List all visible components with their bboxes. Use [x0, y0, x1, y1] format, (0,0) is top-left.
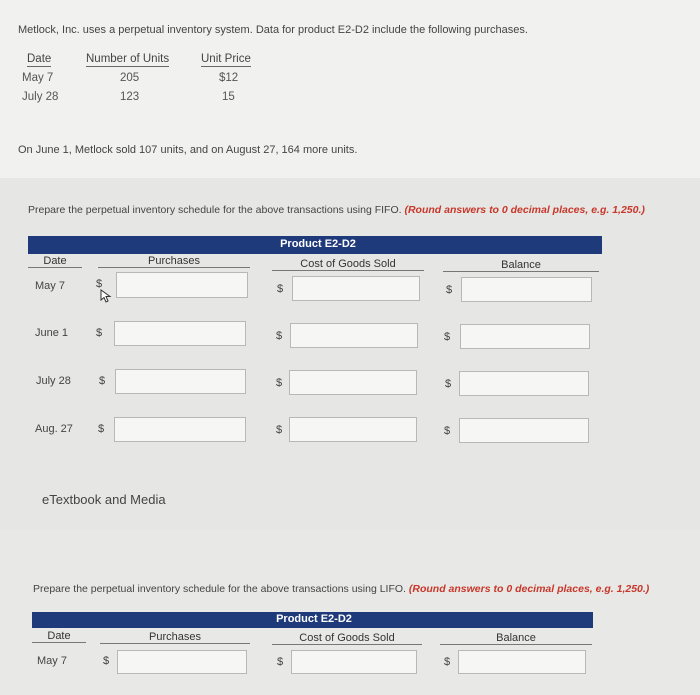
fifo-col-purchases: Purchases: [98, 255, 250, 268]
fifo-may7-purchases-input[interactable]: [116, 272, 248, 298]
lifo-round-note: (Round answers to 0 decimal places, e.g. 1,250.): [408, 583, 650, 595]
lifo-instruction: [33, 583, 649, 595]
lifo-may7-balance-input[interactable]: [458, 650, 586, 674]
fifo-instruction-text: Prepare the perpetual inventory schedule for the above transactions using FIFO.: [28, 204, 405, 216]
purchase-row-price: 15: [222, 91, 235, 103]
dollar-sign: $: [444, 425, 451, 437]
purchases-header-date: Date: [27, 53, 52, 65]
purchase-row-units: 123: [120, 91, 140, 103]
fifo-aug27-balance-input[interactable]: [459, 418, 589, 443]
purchases-header-price: Unit Price: [201, 53, 251, 65]
fifo-jun1-purchases-input[interactable]: [114, 321, 246, 346]
fifo-col-cogs: Cost of Goods Sold: [272, 258, 424, 271]
fifo-col-date: Date: [28, 255, 82, 268]
dollar-sign: $: [445, 378, 452, 390]
sales-text: On June 1, Metlock sold 107 units, and on August 27, 164 more units.: [18, 144, 358, 156]
lifo-product-title: Product E2-D2: [276, 613, 352, 625]
fifo-jun1-cogs-input[interactable]: [290, 323, 418, 348]
purchase-row-date: May 7: [22, 72, 54, 84]
lifo-col-purchases: Purchases: [100, 631, 250, 644]
dollar-sign: $: [444, 331, 451, 343]
dollar-sign: $: [276, 330, 283, 342]
dollar-sign: $: [444, 656, 451, 668]
fifo-aug27-purchases-input[interactable]: [114, 417, 246, 442]
dollar-sign: $: [277, 656, 284, 668]
fifo-row-date: May 7: [35, 280, 65, 292]
dollar-sign: $: [276, 424, 283, 436]
fifo-row-date: Aug. 27: [35, 423, 73, 435]
fifo-jul28-cogs-input[interactable]: [289, 370, 417, 395]
fifo-row-date: June 1: [35, 327, 69, 339]
purchase-row-units: 205: [120, 72, 140, 84]
dollar-sign: $: [98, 423, 105, 435]
fifo-jul28-balance-input[interactable]: [459, 371, 589, 396]
dollar-sign: $: [99, 375, 106, 387]
etextbook-media-link[interactable]: eTextbook and Media: [42, 492, 166, 507]
dollar-sign: $: [276, 377, 283, 389]
lifo-instruction-text: Prepare the perpetual inventory schedule for the above transactions using LIFO.: [33, 583, 409, 595]
dollar-sign: $: [96, 327, 103, 339]
lifo-col-balance: Balance: [440, 632, 592, 645]
intro-text: Metlock, Inc. uses a perpetual inventory system. Data for product E2-D2 include the following purchases.: [18, 24, 528, 36]
dollar-sign: $: [103, 655, 110, 667]
fifo-product-title: Product E2-D2: [280, 238, 356, 250]
fifo-col-balance: Balance: [443, 259, 599, 272]
lifo-row-date: May 7: [37, 655, 67, 667]
fifo-jun1-balance-input[interactable]: [460, 324, 590, 349]
lifo-col-cogs: Cost of Goods Sold: [272, 632, 422, 645]
mouse-pointer-icon: [100, 289, 112, 303]
dollar-sign: $: [446, 284, 453, 296]
purchases-header-units: Number of Units: [86, 53, 170, 65]
fifo-may7-cogs-input[interactable]: [292, 276, 420, 301]
purchase-row-date: July 28: [22, 91, 59, 103]
lifo-col-date: Date: [32, 630, 86, 643]
fifo-round-note: (Round answers to 0 decimal places, e.g. 1,250.): [404, 204, 645, 216]
lifo-may7-purchases-input[interactable]: [117, 650, 247, 674]
fifo-jul28-purchases-input[interactable]: [115, 369, 246, 394]
lifo-may7-cogs-input[interactable]: [291, 650, 417, 674]
fifo-instruction: [28, 204, 645, 216]
dollar-sign: $: [277, 283, 284, 295]
dollar-sign: $: [96, 278, 103, 290]
fifo-panel: [0, 178, 700, 530]
fifo-row-date: July 28: [36, 375, 71, 387]
purchase-row-price: $12: [219, 72, 239, 84]
fifo-may7-balance-input[interactable]: [461, 277, 592, 302]
fifo-aug27-cogs-input[interactable]: [289, 417, 417, 442]
